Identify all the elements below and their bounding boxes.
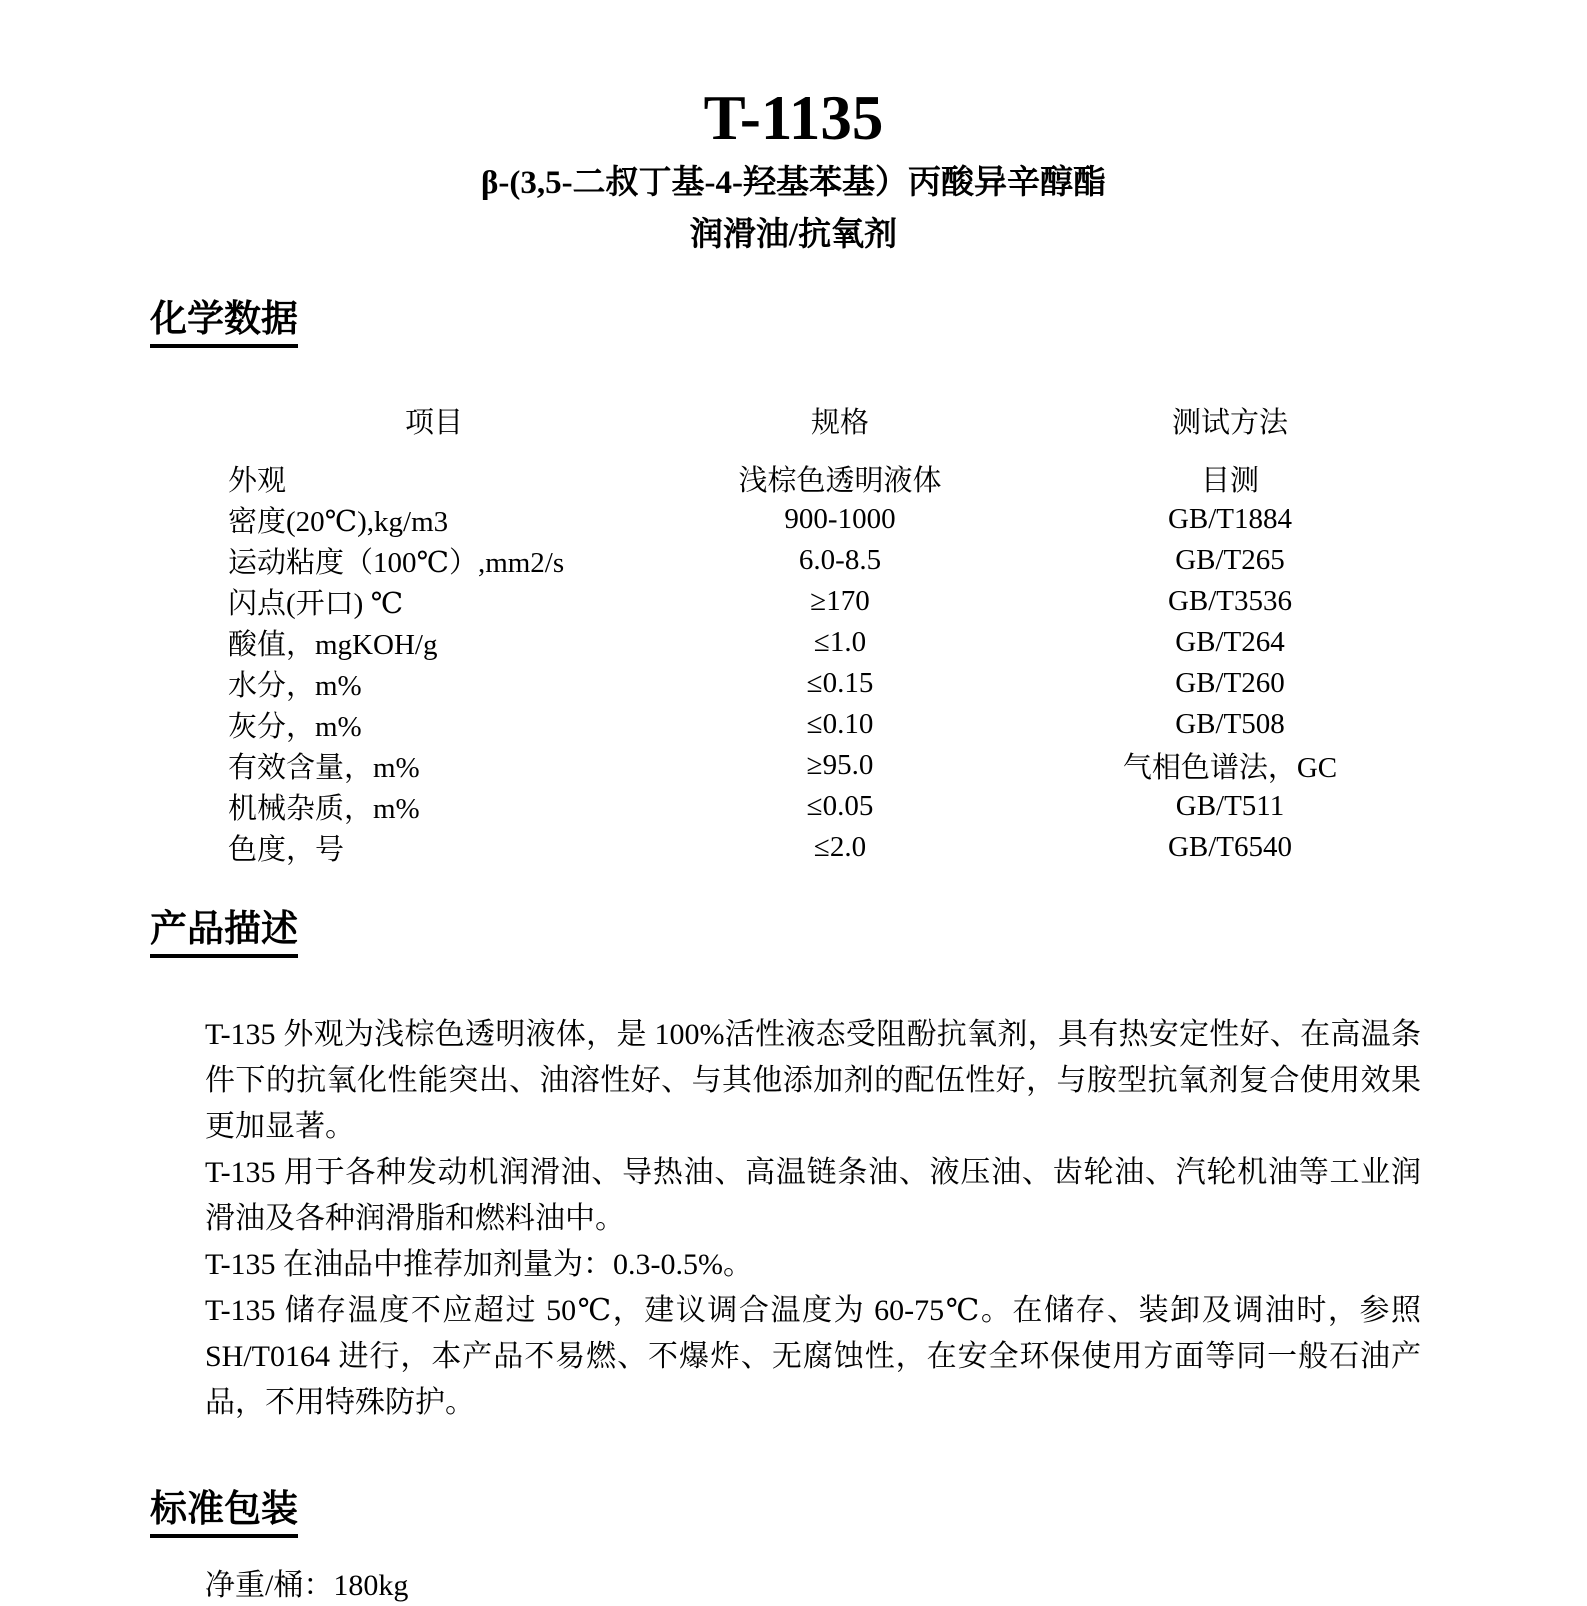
- spec-cell: 6.0-8.5: [798, 544, 882, 576]
- section-heading-product-description: 产品描述: [150, 908, 298, 958]
- test-method-cell: 目测: [1200, 465, 1259, 497]
- description-paragraph: T-135 在油品中推荐加剂量为：0.3-0.5%。: [205, 1248, 754, 1281]
- table-row: [228, 540, 1420, 581]
- spec-cell: 900-1000: [784, 503, 896, 535]
- chemical-data-table: [228, 400, 1420, 868]
- item-cell: 水分，m%: [228, 670, 362, 702]
- table-row: [228, 745, 1420, 786]
- item-cell: 酸值，mgKOH/g: [228, 629, 438, 661]
- description-paragraph: T-135 用于各种发动机润滑油、导热油、高温链条油、液压油、齿轮油、汽轮机油等工业润滑油及各种润滑脂和燃料油中。: [205, 1156, 1421, 1235]
- description-paragraph: T-135 储存温度不应超过 50℃，建议调合温度为 60-75℃。在储存、装卸及调油时，参照 SH/T0164 进行，本产品不易燃、不爆炸、无腐蚀性，在安全环保使用方面等同一般石油产品，不用特殊防护。: [205, 1294, 1421, 1419]
- spec-cell: ≤2.0: [813, 831, 867, 863]
- item-cell: 闪点(开口) ℃: [228, 588, 404, 620]
- column-header-spec: 规格: [810, 407, 869, 439]
- table-row: [228, 786, 1420, 827]
- item-cell: 机械杂质，m%: [228, 793, 420, 825]
- column-header-item: 项目: [404, 407, 463, 439]
- test-method-cell: GB/T3536: [1167, 585, 1293, 617]
- spec-cell: ≥95.0: [806, 749, 874, 781]
- table-row: [228, 827, 1420, 868]
- test-method-cell: GB/T508: [1175, 708, 1285, 740]
- test-method-cell: GB/T1884: [1167, 503, 1293, 535]
- test-method-cell: GB/T6540: [1167, 831, 1293, 863]
- test-method-cell: GB/T265: [1175, 544, 1285, 576]
- spec-cell: ≤1.0: [813, 626, 867, 658]
- item-cell: 灰分，m%: [228, 711, 362, 743]
- table-row: [228, 581, 1420, 622]
- product-description-body: [205, 1012, 1421, 1426]
- test-method-cell: GB/T511: [1175, 790, 1285, 822]
- item-cell: 运动粘度（100℃）,mm2/s: [228, 547, 565, 579]
- product-category-subtitle: 润滑油/抗氧剂: [689, 217, 898, 253]
- item-cell: 色度，号: [228, 834, 345, 866]
- table-row: [228, 622, 1420, 663]
- table-row: [228, 663, 1420, 704]
- net-weight-line: 净重/桶：180kg: [205, 1569, 409, 1602]
- description-paragraph: T-135 外观为浅棕色透明液体，是 100%活性液态受阻酚抗氧剂，具有热安定性好、在高温条件下的抗氧化性能突出、油溶性好、与其他添加剂的配伍性好，与胺型抗氧剂复合使用效果更加显著。: [205, 1018, 1421, 1143]
- chemical-name-subtitle: β-(3,5-二叔丁基-4-羟基苯基）丙酸异辛醇酯: [480, 165, 1107, 201]
- test-method-cell: GB/T260: [1175, 667, 1285, 699]
- test-method-cell: GB/T264: [1175, 626, 1285, 658]
- table-row: [228, 499, 1420, 540]
- table-row: [228, 704, 1420, 745]
- column-header-test-method: 测试方法: [1171, 407, 1288, 439]
- item-cell: 密度(20℃),kg/m3: [228, 506, 449, 538]
- spec-cell: ≤0.05: [806, 790, 874, 822]
- table-header-row: [228, 400, 1420, 458]
- test-method-cell: 气相色谱法，GC: [1122, 752, 1338, 784]
- spec-cell: ≤0.15: [806, 667, 874, 699]
- spec-cell: 浅棕色透明液体: [738, 465, 942, 497]
- spec-cell: ≥170: [810, 585, 870, 617]
- table-row: [228, 458, 1420, 499]
- section-heading-chemical-data: 化学数据: [150, 298, 298, 348]
- spec-cell: ≤0.10: [806, 708, 874, 740]
- item-cell: 有效含量，m%: [228, 752, 420, 784]
- page-title: T-1135: [703, 83, 884, 153]
- section-heading-standard-packaging: 标准包装: [150, 1488, 298, 1538]
- item-cell: 外观: [228, 465, 287, 497]
